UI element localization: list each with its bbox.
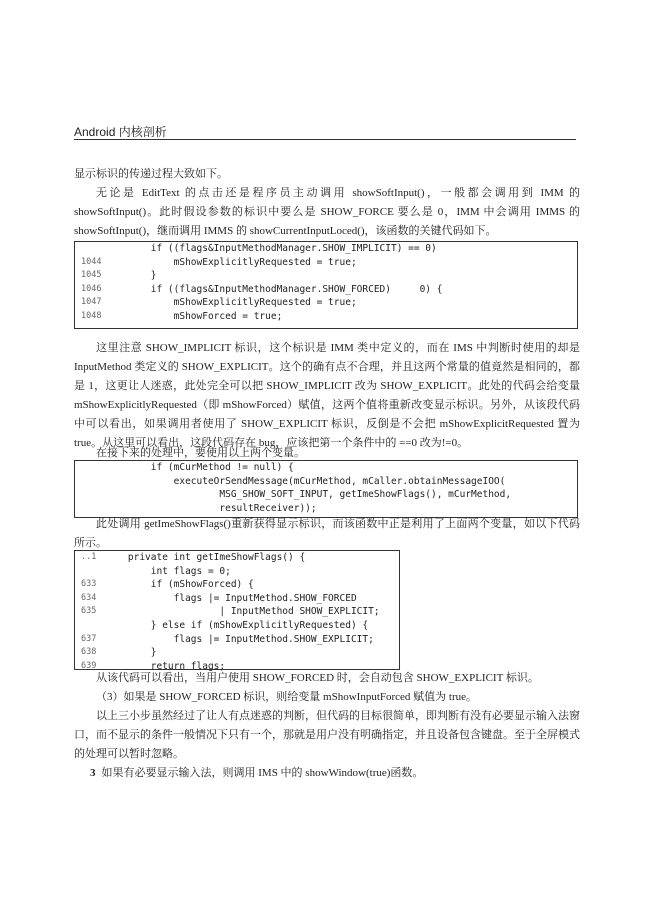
paragraph-show-implicit-note: 这里注意 SHOW_IMPLICIT 标识，这个标识是 IMM 类中定义的，而在 IMS 中判断时使用的却是 InputMethod 类定义的 SHOW_EXPLICIT。这个的确有点不合理，并且这两个常量的值竟然是相同的，都是 1，这更让人迷惑，此处完全可以把 SHOW_IMPLICIT 改为 SHOW_EXPLICIT。此处的代码会给变量 mShowExplicitlyRequested（即 mShowForced）赋值，这两个值将重新改变显示标识。另外，从该段代码中可以看出，如果调用者使用了 SHOW_EXPLICIT 标识，反倒是不会把 mShowExplicitRequested 置为 true。从这里可以看出，这段代码存在 bug，应该把第一个条件中的 ==0 改为!=0。 [74, 342, 580, 449]
code-line [75, 269, 577, 283]
code-lines [75, 461, 577, 515]
code-block-execute-message [74, 460, 578, 518]
code-line [75, 242, 577, 256]
paragraph-show-forced-note: 从该代码可以看出，当用户使用 SHOW_FORCED 时，会自动包含 SHOW_EXPLICIT 标识。 [96, 672, 539, 684]
code-block-get-ime-show-flags [74, 550, 400, 670]
page-header: Android 内核剖析 [74, 125, 167, 139]
code-text: int flags = 0; [105, 565, 231, 577]
header-divider [74, 139, 576, 140]
code-text: } [105, 270, 157, 282]
line-number: 1047 [81, 297, 102, 308]
code-line [75, 565, 399, 579]
code-lines [75, 242, 577, 324]
code-line [75, 592, 399, 606]
code-line [75, 605, 399, 619]
paragraph-summary: 以上三小步虽然经过了让人有点迷惑的判断，但代码的目标很简单，即判断有没有必要显示输入法窗口，而不显示的条件一般情况下只有一个，那就是用户没有明确指定，并且设备包含键盘。至于全屏模式的处理可以暂时忽略。 [74, 710, 580, 760]
code-text: if (mCurMethod != null) { [105, 462, 294, 473]
code-lines [75, 551, 399, 673]
code-text: flags |= InputMethod.SHOW_EXPLICIT; [105, 633, 374, 645]
code-line [75, 283, 577, 297]
code-line [75, 578, 399, 592]
paragraph-show-soft-input: 无论是 EditText 的点击还是程序员主动调用 showSoftInput()，一般都会调用到 IMM 的 showSoftInput()。此时假设参数的标识中要么是 SHOW_FORCE 要么是 0，IMM 中会调用 IMMS 的 showSoftInput()，继而调用 IMMS 的 showCurrentInputLoced()，该函数的关键代码如下。 [74, 187, 580, 237]
line-number: 1046 [81, 283, 102, 294]
code-text: if (mShowForced) { [105, 579, 254, 591]
paragraph-step-3: （3）如果是 SHOW_FORCED 标识，则给变量 mShowInputForced 赋值为 true。 [96, 691, 478, 703]
code-text: resultReceiver)); [105, 502, 317, 514]
line-number: 635 [81, 606, 97, 617]
code-line [75, 256, 577, 270]
code-block-show-current-input [74, 241, 578, 329]
code-line [75, 551, 399, 565]
code-text: MSG_SHOW_SOFT_INPUT, getImeShowFlags(), mCurMethod, [105, 489, 512, 501]
code-text: if ((flags&InputMethodManager.SHOW_FORCED) 0) { [105, 283, 443, 295]
code-text: executeOrSendMessage(mCurMethod, mCaller.obtainMessageIOO( [105, 475, 506, 487]
paragraph-get-ime-flags: 此处调用 getImeShowFlags()重新获得显示标识，而该函数中正是利用了上面两个变量，如以下代码所示。 [74, 518, 580, 549]
code-line [75, 310, 577, 324]
code-text: if ((flags&InputMethodManager.SHOW_IMPLICIT) == 0) [105, 243, 437, 254]
line-number: 639 [81, 660, 97, 671]
code-line [75, 502, 577, 516]
code-text: private int getImeShowFlags() { [105, 552, 306, 563]
step-text: 如果有必要显示输入法，则调用 IMS 中的 showWindow(true)函数。 [101, 767, 424, 779]
code-line [75, 646, 399, 660]
code-text: | InputMethod SHOW_EXPLICIT; [105, 606, 380, 618]
line-number: ..1 [81, 552, 97, 562]
line-number: 638 [81, 647, 97, 658]
paragraph-show-window [90, 764, 580, 783]
code-line [75, 475, 577, 489]
code-line [75, 633, 399, 647]
paragraph-intro: 显示标识的传递过程大致如下。 [74, 168, 228, 180]
code-text: } else if (mShowExplicitlyRequested) { [105, 619, 369, 631]
code-text: mShowForced = true; [105, 310, 283, 322]
paragraph-next-processing: 在接下来的处理中，要使用以上两个变量。 [96, 447, 305, 459]
line-number: 637 [81, 633, 97, 644]
code-line [75, 296, 577, 310]
line-number: 1044 [81, 256, 102, 267]
code-line [75, 461, 577, 475]
line-number: 633 [81, 579, 97, 590]
code-text: return flags; [105, 660, 226, 672]
line-number: 1048 [81, 310, 102, 321]
line-number: 634 [81, 592, 97, 603]
code-text: mShowExplicitlyRequested = true; [105, 297, 357, 309]
code-text: mShowExplicitlyRequested = true; [105, 256, 357, 268]
code-line [75, 488, 577, 502]
line-number: 1045 [81, 270, 102, 281]
step-number: 3 [90, 767, 96, 779]
code-text: flags |= InputMethod.SHOW_FORCED [105, 592, 357, 604]
code-text: } [105, 647, 157, 659]
code-line [75, 619, 399, 633]
